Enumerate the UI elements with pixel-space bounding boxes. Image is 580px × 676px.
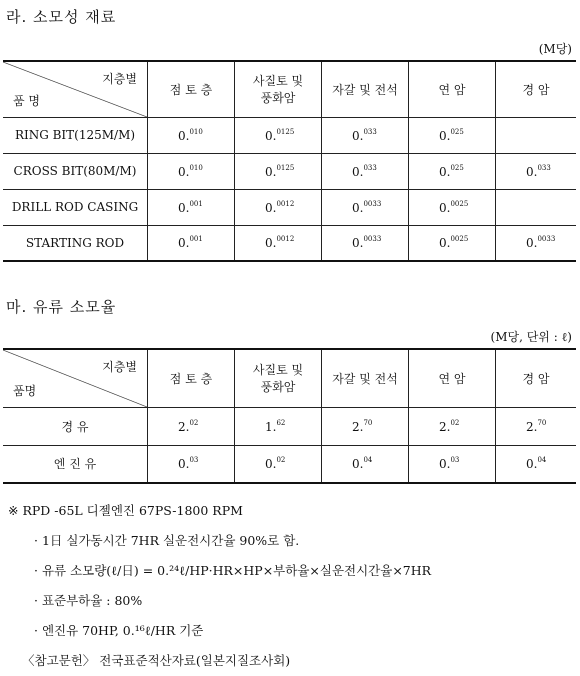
row-label: DRILL ROD CASING <box>3 189 148 225</box>
note-item: · 표준부하율 : 80% <box>34 593 143 608</box>
col-header-text: 자갈 및 전석 <box>332 82 398 97</box>
col-header-text: 사질토 및 <box>252 74 304 89</box>
value-cell: 0.$^{0012}$ <box>235 225 322 261</box>
col-header <box>148 61 235 117</box>
value-cell: 0.03 <box>409 445 496 483</box>
corner-bottom-label: 품명 <box>13 383 37 398</box>
note-main: ※ RPD -65L 디젤엔진 67PS-1800 RPM <box>8 503 243 518</box>
value-cell: 0.$^{010}$ <box>148 117 235 153</box>
value-cell: 0.$^{0025}$ <box>409 189 496 225</box>
value-cell: 0.$^{0033}$ <box>322 189 409 225</box>
table-row <box>3 225 576 261</box>
col-header <box>235 61 322 117</box>
col-header-text: 경 암 <box>522 82 550 97</box>
value-cell: 2.70 <box>322 407 409 445</box>
value-cell: 0.$^{033}$ <box>322 117 409 153</box>
value-cell: 0.04 <box>496 445 577 483</box>
value-cell: 0.$^{033}$ <box>322 153 409 189</box>
col-header-text: 사질토 및 <box>252 363 304 378</box>
table-row <box>3 153 576 189</box>
corner-top-label: 지층별 <box>102 360 137 374</box>
notes <box>8 496 431 676</box>
col-header-text: 점 토 층 <box>169 371 213 386</box>
value-cell: 0.$^{001}$ <box>148 225 235 261</box>
section-title-oil: 마. 유류 소모율 <box>6 298 117 316</box>
row-label: RING BIT(125M/M) <box>3 117 148 153</box>
note-item: · 유류 소모량(ℓ/日) = 0.²⁴ℓ/HP·HR×HP×부하율×실운전시간율×7HR <box>34 563 432 578</box>
col-header-text: 연 암 <box>438 371 466 386</box>
col-header <box>322 61 409 117</box>
value-cell: 2.02 <box>409 407 496 445</box>
value-cell <box>496 189 577 225</box>
col-header <box>148 349 235 407</box>
col-header-text: 자갈 및 전석 <box>332 371 398 386</box>
value-cell: 0.$^{010}$ <box>148 153 235 189</box>
row-label: 경 유 <box>3 407 148 445</box>
value-cell: 0.$^{0012}$ <box>235 189 322 225</box>
value-cell: 0.$^{0125}$ <box>235 117 322 153</box>
col-header <box>409 349 496 407</box>
value-cell: 0.03 <box>148 445 235 483</box>
value-cell: 0.$^{0033}$ <box>496 225 577 261</box>
col-header <box>409 61 496 117</box>
col-header-text: 풍화암 <box>260 91 296 106</box>
col-header <box>322 349 409 407</box>
corner-top-label: 지층별 <box>102 72 137 86</box>
value-cell: 1.62 <box>235 407 322 445</box>
value-cell: 0.$^{025}$ <box>409 153 496 189</box>
row-label: 엔 진 유 <box>3 445 148 483</box>
reference: 〈참고문헌〉 전국표준적산자료(일본지질조사회) <box>22 653 291 668</box>
value-cell: 0.$^{0125}$ <box>235 153 322 189</box>
unit-label: (M당) <box>538 42 572 56</box>
value-cell: 0.$^{025}$ <box>409 117 496 153</box>
table-row <box>3 407 576 445</box>
value-cell: 0.$^{033}$ <box>496 153 577 189</box>
section-title-consumables: 라. 소모성 재료 <box>6 8 117 26</box>
col-header-text: 연 암 <box>438 82 466 97</box>
value-cell: 0.02 <box>235 445 322 483</box>
value-cell: 0.04 <box>322 445 409 483</box>
unit-label: (M당, 단위 : ℓ) <box>490 330 572 344</box>
note-item: · 1日 실가동시간 7HR 실운전시간율 90%로 함. <box>34 533 300 548</box>
col-header <box>496 61 577 117</box>
row-label: STARTING ROD <box>3 225 148 261</box>
value-cell: 0.$^{0033}$ <box>322 225 409 261</box>
value-cell: 2.70 <box>496 407 577 445</box>
row-label: CROSS BIT(80M/M) <box>3 153 148 189</box>
table-row <box>3 117 576 153</box>
corner-header <box>3 61 148 117</box>
value-cell <box>496 117 577 153</box>
note-item: · 엔진유 70HP, 0.¹⁶ℓ/HR 기준 <box>34 623 204 638</box>
col-header-text: 풍화암 <box>260 380 296 395</box>
corner-bottom-label: 품 명 <box>13 93 40 108</box>
col-header <box>496 349 577 407</box>
col-header-text: 점 토 층 <box>169 82 213 97</box>
col-header-text: 경 암 <box>522 371 550 386</box>
value-cell: 0.$^{0025}$ <box>409 225 496 261</box>
value-cell: 2.02 <box>148 407 235 445</box>
value-cell: 0.$^{001}$ <box>148 189 235 225</box>
col-header <box>235 349 322 407</box>
table-row <box>3 189 576 225</box>
oil-consumption-table <box>3 348 576 484</box>
table-row <box>3 445 576 483</box>
corner-header <box>3 349 148 407</box>
consumables-table <box>3 60 576 262</box>
